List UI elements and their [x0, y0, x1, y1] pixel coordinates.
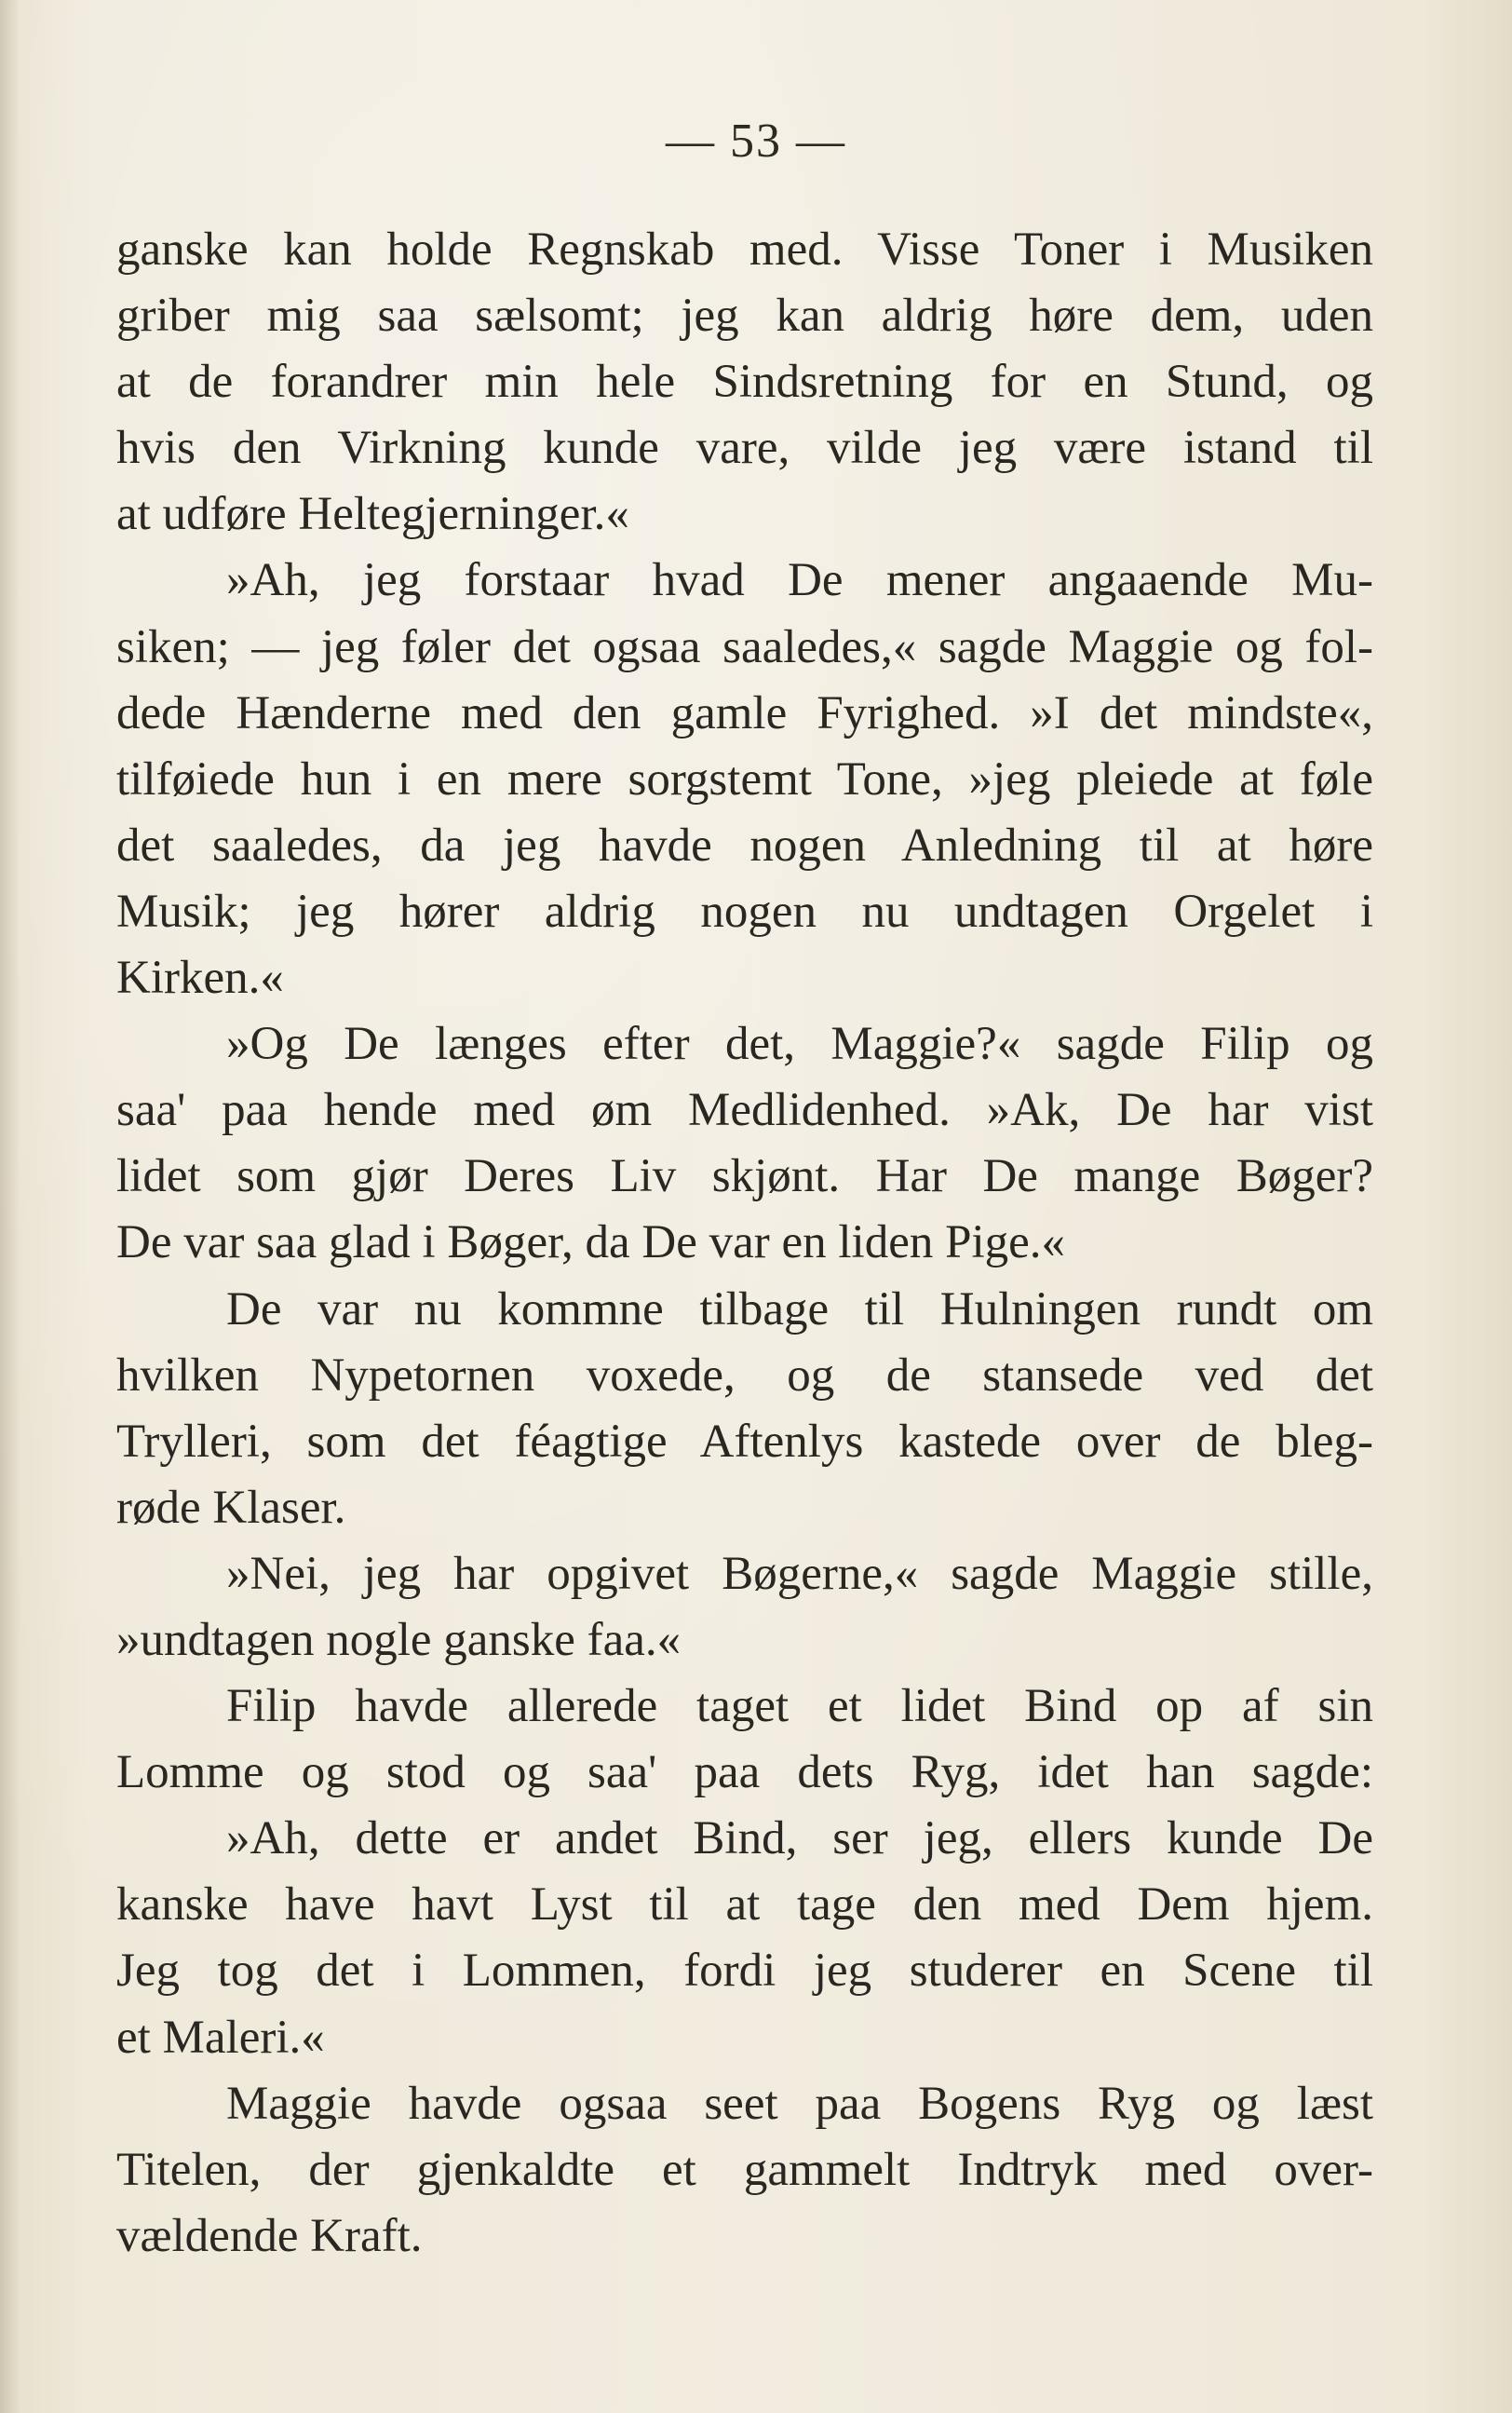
text-line: Kirken.« [116, 952, 284, 1005]
text-line: et Maleri.« [116, 2011, 325, 2064]
text-line: tilføiede hun i en mere sorgstemt Tone, »jeg pleiede at føle [116, 752, 1373, 806]
text-line: Filip havde allerede taget et lidet Bind op af sin [226, 1680, 1373, 1733]
text-line: vældende Kraft. [116, 2209, 423, 2262]
text-line: »Nei, jeg har opgivet Bøgerne,« sagde Maggie stille, [226, 1547, 1373, 1600]
text-line: De var saa glad i Bøger, da De var en liden Pige.« [116, 1216, 1066, 1269]
text-line: »Ah, jeg forstaar hvad De mener angaaende Mu- [226, 554, 1373, 607]
text-line: røde Klaser. [116, 1481, 346, 1534]
text-line: Lomme og stod og saa' paa dets Ryg, idet han sagde: [116, 1746, 1373, 1799]
text-line: »Og De længes efter det, Maggie?« sagde Filip og [226, 1018, 1373, 1071]
body-text [116, 217, 1373, 2270]
text-line: Musik; jeg hører aldrig nogen nu undtagen Orgelet i [116, 885, 1373, 938]
text-line: griber mig saa sælsomt; jeg kan aldrig høre dem, uden [116, 290, 1373, 343]
text-line: hvilken Nypetornen voxede, og de stansede ved det [116, 1349, 1373, 1402]
text-line: hvis den Virkning kunde vare, vilde jeg være istand til [116, 422, 1373, 475]
text-line: De var nu kommne tilbage til Hulningen rundt om [226, 1282, 1373, 1335]
text-line: Maggie havde ogsaa seet paa Bogens Ryg og læst [226, 2077, 1373, 2130]
text-line: dede Hænderne med den gamle Fyrighed. »I det mindste«, [116, 686, 1373, 739]
text-line: Titelen, der gjenkaldte et gammelt Indtryk med over- [116, 2143, 1373, 2196]
page-gutter-shadow [0, 0, 20, 2413]
text-line: Trylleri, som det féagtige Aftenlys kastede over de bleg- [116, 1415, 1373, 1468]
text-line: at udføre Heltegjerninger.« [116, 488, 629, 541]
text-line: ganske kan holde Regnskab med. Visse Toner i Musiken [116, 224, 1373, 276]
text-line: saa' paa hende med øm Medlidenhed. »Ak, De har vist [116, 1084, 1373, 1137]
text-line: at de forandrer min hele Sindsretning for en Stund, og [116, 356, 1373, 409]
page-number: — 53 — [666, 115, 846, 168]
text-line: siken; — jeg føler det ogsaa saaledes,« sagde Maggie og fol- [116, 620, 1373, 673]
text-line: lidet som gjør Deres Liv skjønt. Har De mange Bøger? [116, 1150, 1373, 1203]
text-line: »Ah, dette er andet Bind, ser jeg, ellers kunde De [226, 1812, 1373, 1865]
text-line: det saaledes, da jeg havde nogen Anledning til at høre [116, 819, 1373, 872]
text-line: Jeg tog det i Lommen, fordi jeg studerer en Scene til [116, 1945, 1373, 1998]
text-line: kanske have havt Lyst til at tage den med Dem hjem. [116, 1878, 1373, 1932]
text-line: »undtagen nogle ganske faa.« [116, 1613, 682, 1666]
